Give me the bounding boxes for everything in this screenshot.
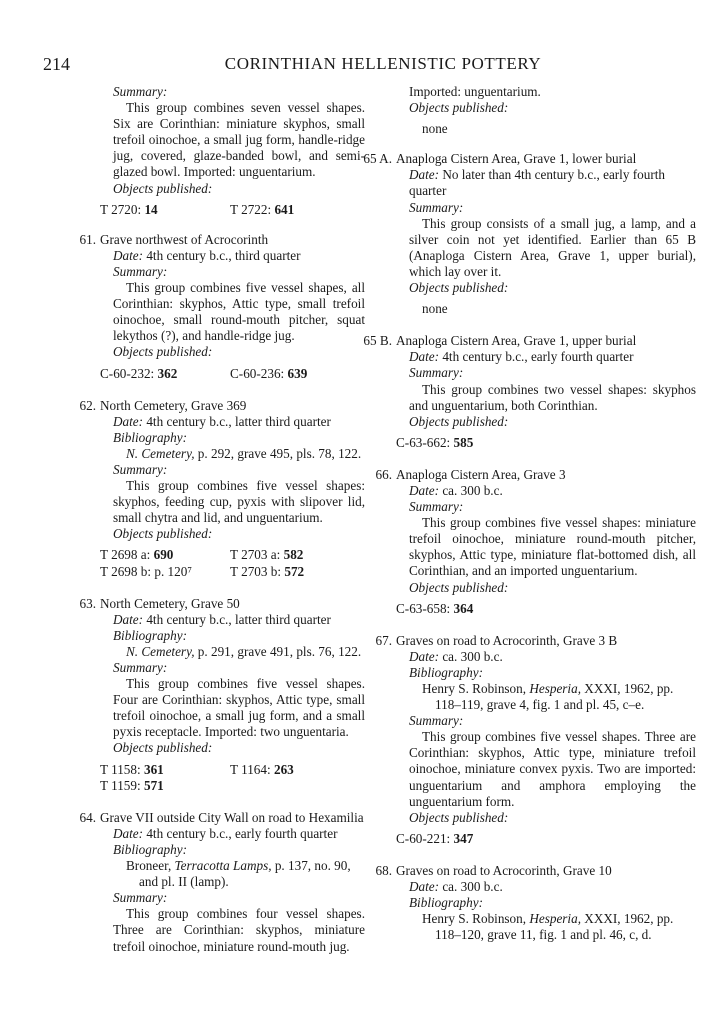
object-item: T 2698 a: 690 — [100, 547, 174, 563]
entry-title: North Cemetery, Grave 369 — [100, 397, 247, 413]
summary-text: This group combines five vessel shapes. Four are Corinthian: skyphos, Attic type, small trefoil oinochoe, a small jug form, and a small pyxis receptacle. Imported: two unguentaria. — [113, 676, 365, 740]
objects-list — [396, 831, 696, 847]
objects-list — [100, 762, 365, 794]
entry-number: 61. — [79, 231, 96, 247]
summary-label: Summary: — [113, 84, 168, 99]
objects-list — [100, 202, 365, 218]
bibliography-text: N. Cemetery, p. 292, grave 495, pls. 78, 122. — [126, 445, 362, 461]
entry-65a — [363, 151, 696, 317]
entry-date: Date: No later than 4th century b.c., early fourth quarter — [409, 167, 665, 199]
entry-title: Grave northwest of Acrocorinth — [100, 231, 269, 247]
objects-label: Objects published: — [113, 740, 213, 756]
page-number: 214 — [43, 54, 70, 74]
objects-label: Objects published: — [113, 344, 213, 360]
summary-label: Summary: — [409, 365, 464, 381]
bibliography-label: Bibliography: — [113, 429, 187, 445]
bibliography-text: Henry S. Robinson, Hesperia, XXXI, 1962, pp. 118–120, grave 11, fig. 1 and pl. 46, c, d. — [422, 911, 674, 943]
entry-date: Date: 4th century b.c., third quarter — [113, 247, 301, 263]
entry-title: Anaploga Cistern Area, Grave 1, upper burial — [396, 333, 637, 349]
object-item: T 2703 b: 572 — [230, 563, 305, 579]
summary-label: Summary: — [113, 890, 168, 906]
objects-label: Objects published: — [409, 413, 509, 429]
summary-label: Summary: — [409, 499, 464, 515]
entry-date: Date: ca. 300 b.c. — [409, 482, 503, 498]
entry-65b — [363, 333, 696, 451]
summary-text: This group consists of a small jug, a lamp, and a silver coin not yet identified. Earlier than 65 B (Anaploga Cistern Area, Grave 1, upper burial), which lay over it. — [409, 215, 696, 279]
summary-text: This group combines five vessel shapes, all Corinthian: skyphos, Attic type, small trefoil oinochoe, small round-mouth pitcher, squat lekythos (?), and handle-ridge jug. — [113, 280, 365, 344]
entry-number: 66. — [375, 466, 392, 482]
entry-60-continued — [100, 84, 365, 218]
entry-number: 62. — [79, 397, 96, 413]
left-column — [79, 84, 365, 971]
entry-66 — [375, 466, 696, 617]
summary-label: Summary: — [409, 713, 464, 729]
summary-label: Summary: — [113, 263, 168, 279]
entry-62 — [79, 397, 365, 580]
objects-label: Objects published: — [113, 180, 213, 196]
objects-label: Objects published: — [409, 579, 509, 595]
running-title: CORINTHIAN HELLENISTIC POTTERY — [224, 54, 542, 73]
objects-label: Objects published: — [409, 280, 509, 296]
entry-63 — [79, 595, 365, 794]
object-item: T 2698 b: p. 120⁷ — [100, 563, 192, 579]
right-column — [363, 84, 696, 959]
bibliography-text: Broneer, Terracotta Lamps, p. 137, no. 90, and pl. II (lamp). — [126, 858, 351, 890]
object-item: T 2703 a: 582 — [230, 547, 304, 563]
entry-64-continued — [396, 84, 696, 137]
object-item: C-63-662: 585 — [396, 434, 474, 450]
object-item: T 1158: 361 — [100, 761, 164, 777]
entry-64 — [79, 809, 365, 955]
entry-date: Date: 4th century b.c., early fourth quarter — [113, 825, 338, 841]
entry-date: Date: ca. 300 b.c. — [409, 648, 503, 664]
page-header — [43, 54, 683, 78]
object-item: T 2722: 641 — [230, 201, 295, 217]
bibliography-label: Bibliography: — [409, 895, 483, 911]
bibliography-label: Bibliography: — [113, 841, 187, 857]
summary-label: Summary: — [409, 199, 464, 215]
entry-number: 67. — [375, 632, 392, 648]
bibliography-text: Henry S. Robinson, Hesperia, XXXI, 1962, pp. 118–119, grave 4, fig. 1 and pl. 45, c–e. — [422, 681, 674, 713]
object-item: C-60-232: 362 — [100, 365, 178, 381]
entry-title: North Cemetery, Grave 50 — [100, 595, 240, 611]
entry-date: Date: 4th century b.c., latter third quarter — [113, 413, 331, 429]
objects-label: Objects published: — [113, 526, 213, 542]
entry-number: 64. — [79, 809, 96, 825]
summary-text: This group combines four vessel shapes. Three are Corinthian: skyphos, miniature trefoil oinochoe, miniature round-mouth jug. — [113, 906, 365, 954]
entry-68 — [375, 862, 696, 943]
bibliography-label: Bibliography: — [409, 664, 483, 680]
entry-title: Graves on road to Acrocorinth, Grave 10 — [396, 862, 612, 878]
entry-title: Graves on road to Acrocorinth, Grave 3 B — [396, 632, 618, 648]
imported-text: Imported: unguentarium. — [409, 84, 541, 99]
object-item: C-63-658: 364 — [396, 600, 474, 616]
object-item: T 1164: 263 — [230, 761, 294, 777]
summary-label: Summary: — [113, 461, 168, 477]
bibliography-text: N. Cemetery, p. 291, grave 491, pls. 76, 122. — [126, 643, 362, 659]
summary-text: This group combines seven vessel shapes. Six are Corinthian: miniature skyphos, small trefoil oinochoe, a small jug form, handle-ridge jug, covered, glaze-banded bowl, and semi-glazed bowl. Imported: unguentarium. — [113, 100, 365, 180]
objects-list — [396, 601, 696, 617]
entry-date: Date: 4th century b.c., early fourth quarter — [409, 349, 634, 365]
objects-list — [100, 366, 365, 382]
objects-none: none — [422, 121, 448, 137]
entry-61 — [79, 231, 365, 382]
bibliography-label: Bibliography: — [113, 627, 187, 643]
entry-67 — [375, 632, 696, 847]
entry-title: Anaploga Cistern Area, Grave 3 — [396, 466, 566, 482]
entry-number: 65 B. — [363, 333, 392, 349]
summary-label: Summary: — [113, 660, 168, 675]
objects-list — [100, 547, 365, 579]
entry-number: 65 A. — [363, 151, 392, 167]
summary-text: This group combines five vessel shapes: skyphos, feeding cup, pyxis with slipover lid, small chytra and lid, and unguentarium. — [113, 478, 365, 526]
objects-label: Objects published: — [409, 809, 509, 825]
objects-list — [396, 435, 696, 451]
summary-text: This group combines five vessel shapes: miniature trefoil oinochoe, miniature round-mouth pitcher, skyphos, Attic type, miniature flat-bottomed dish, all Corinthian, and an imported unguentarium. — [409, 515, 696, 579]
objects-none: none — [422, 301, 448, 317]
entry-date: Date: 4th century b.c., latter third quarter — [113, 611, 331, 627]
object-item: T 2720: 14 — [100, 201, 158, 217]
entry-title: Anaploga Cistern Area, Grave 1, lower burial — [396, 151, 637, 167]
entry-date: Date: ca. 300 b.c. — [409, 879, 503, 895]
entry-number: 63. — [79, 595, 96, 611]
object-item: C-60-221: 347 — [396, 830, 474, 846]
entry-number: 68. — [375, 862, 392, 878]
entry-title: Grave VII outside City Wall on road to Hexamilia — [100, 809, 364, 825]
summary-text: This group combines two vessel shapes: skyphos and unguentarium, both Corinthian. — [409, 381, 696, 413]
object-item: T 1159: 571 — [100, 777, 164, 793]
object-item: C-60-236: 639 — [230, 365, 308, 381]
objects-label: Objects published: — [409, 100, 509, 116]
summary-text: This group combines five vessel shapes. Three are Corinthian: skyphos, Attic type, miniature trefoil oinochoe, miniature convex pyxis. Two are imported: unguentarium and amphora employing the unguentarium form. — [409, 729, 696, 809]
